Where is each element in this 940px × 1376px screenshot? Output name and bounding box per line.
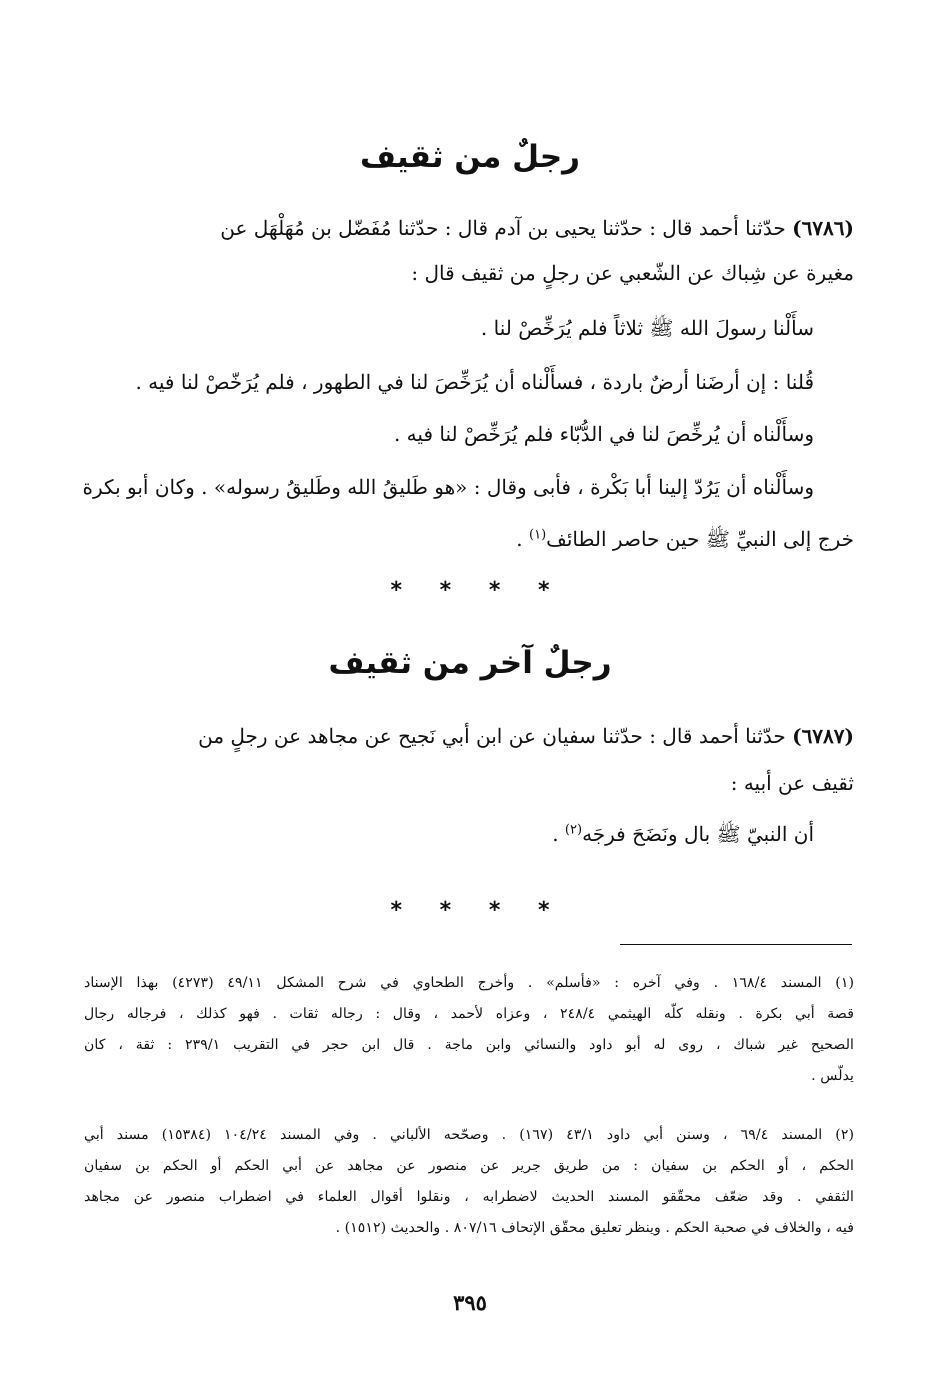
- section-title-2: رجلٌ آخر من ثقيف: [328, 645, 612, 681]
- footnote-1-line-1: (١) المسند ١٦٨/٤ . وفي آخره : «فأسلم» . وأخرج الطحاوي في شرح المشكل ٤٩/١١ (٤٢٧٣) بهذا الإسناد: [84, 975, 855, 991]
- footnote-divider: [620, 944, 852, 945]
- footnote-2-line-2: الحكم ، أو الحكم بن سفيان : من طريق جرير عن منصور عن مجاهد عن أبي الحكم أو الحكم بن سفيان: [84, 1158, 854, 1174]
- footnote-1-line-4: يدلّس .: [811, 1068, 854, 1084]
- hadith-6786-line-1: (٦٧٨٦) حدّثنا أحمد قال : حدّثنا يحيى بن آدم قال : حدّثنا مُفَضّل بن مُهَلْهَل عن: [220, 216, 854, 240]
- footnote-1: [84, 968, 854, 1092]
- hadith-6786-line-3: سأَلْنا رسولَ الله ﷺ ثلاثاً فلم يُرَخِّصْ لنا .: [480, 316, 814, 340]
- section-separator-1: * * * *: [390, 578, 550, 603]
- page-number: ٣٩٥: [453, 1290, 487, 1315]
- hadith-6786-line-4: قُلنا : إن أرضَنا أرضٌ باردة ، فسأَلْناه أن يُرَخِّصَ لنا في الطهور ، فلم يُرَخّصْ لنا فيه .: [135, 370, 814, 394]
- hadith-6786-line-2: مغيرة عن شِباك عن الشّعبي عن رجلٍ من ثقيف قال :: [411, 261, 854, 285]
- footnote-ref-1[interactable]: (١): [529, 527, 547, 543]
- footnote-2-line-3: الثقفي . وقد ضعّف محقّقو المسند الحديث لاضطرابه ، ونقلوا أقوال العلماء في اضطراب منصور عن مجاهد: [84, 1189, 854, 1205]
- hadith-6786-line-6: وسأَلْناه أن يَرُدّ إلينا أبا بَكْرة ، فأبى وقال : «هو طَليقُ الله وطَليقُ رسوله» . وكان أبو بكرة: [82, 475, 814, 499]
- footnote-1-line-2: قصة أبي بكرة . ونقله كلّه الهيثمي ٢٤٨/٤ ، وعزاه لأحمد ، وقال : رجاله ثقات . فهو كذلك ، فرجاله رجال: [84, 1006, 854, 1022]
- footnote-1-line-3: الصحيح غير شباك ، روى له أبو داود والنسائي وابن ماجة . قال ابن حجر في التقريب ٢٣٩/١ : ثقة ، كان: [84, 1037, 854, 1053]
- hadith-6787-line-2: ثقيف عن أبيه :: [730, 771, 854, 795]
- hadith-6786-line-7: خرج إلى النبيِّ ﷺ حين حاصر الطائف$^{(١)}$ .: [516, 527, 854, 551]
- section-separator-2: * * * *: [390, 898, 550, 923]
- footnote-2-line-4: فيه ، والخلاف في صحبة الحكم . وينظر تعليق محقّق الإتحاف ٨٠٧/١٦ . والحديث (١٥١٢) .: [335, 1220, 854, 1236]
- hadith-6786-line-5: وسأَلْناه أن يُرخِّصَ لنا في الدُّبّاء فلم يُرَخِّصْ لنا فيه .: [393, 422, 814, 446]
- footnote-2: [84, 1120, 854, 1244]
- hadith-6787-line-1: (٦٧٨٧) حدّثنا أحمد قال : حدّثنا سفيان عن ابن أبي نَجيح عن مجاهد عن رجلٍ من: [198, 724, 854, 748]
- hadith-number: (٦٧٨٦): [792, 216, 854, 240]
- footnote-ref-2[interactable]: (٢): [564, 822, 583, 838]
- hadith-number: (٦٧٨٧): [792, 724, 854, 748]
- hadith-6787-line-3: أن النبيّ ﷺ بال ونَضَحَ فرجَه$^{(٢)}$ .: [552, 822, 814, 846]
- footnote-2-line-1: (٢) المسند ٦٩/٤ ، وسنن أبي داود ٤٣/١ (١٦٧) . وصحّحه الألباني . وفي المسند ١٠٤/٢٤ (١٥٣٨٤) مسند أبي: [84, 1127, 854, 1143]
- section-title-1: رجلٌ من ثقيف: [359, 139, 581, 175]
